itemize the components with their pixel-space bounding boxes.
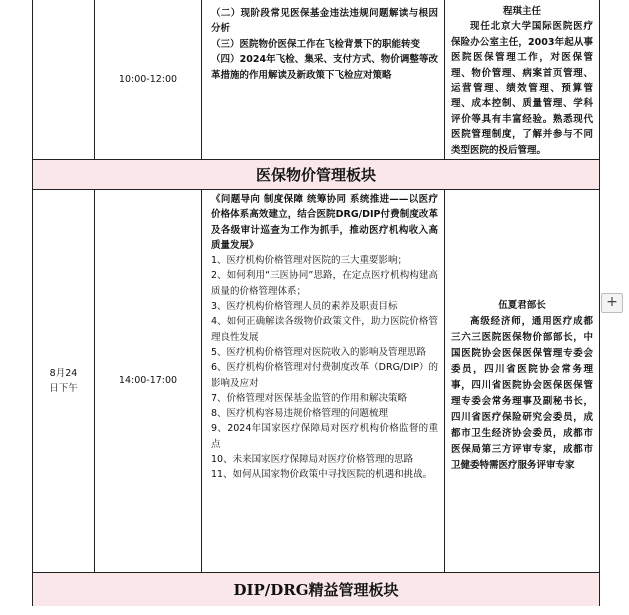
section-title: 医保物价管理板块 [255, 166, 376, 184]
session-time: 14:00-17:00 [118, 375, 178, 387]
content-item: 7、价格管理对医保基金监管的作用和解决策略 [211, 392, 408, 404]
content-item: 5、医疗机构价格管理对医院收入的影响及管理思路 [211, 346, 427, 358]
speaker-name: 伍夏君部长 [498, 300, 546, 311]
session-time: 10:00-12:00 [118, 73, 178, 85]
speaker-cell [445, 0, 599, 159]
content-item: 4、如何正确解读各级物价政策文件，助力医院价格管理良性发展 [211, 316, 438, 343]
content-item: 2、如何利用“三医协同”思路，在定点医疗机构构建高质量的价格管理体系； [211, 270, 438, 297]
section-banner [33, 160, 599, 190]
table-row [33, 0, 599, 160]
content-item: 1、医疗机构价格管理对医院的三大重要影响； [211, 255, 408, 267]
speaker-bio: 现任北京大学国际医院医疗保险办公室主任，2003年起从事医院医保管理工作，对医保管理、物价管理、病案首页管理、运营管理、绩效管理、预算管理、成本控制、质量管理、学科评价等具有丰富经验。熟悉现代医院管理制度，了解并参与不同类型医院的投后管理。 [451, 21, 593, 156]
content-item: 6、医疗机构价格管理对付费制度改革（DRG/DIP）的影响及应对 [211, 362, 438, 389]
content-heading: 《问题导向 制度保障 统筹协同 系统推进——以医疗价格体系高效建立，结合医院DRG/DIP付费制度改革及各级审计巡查为工作为抓手，推动医疗机构收入高质量发展》 [211, 194, 438, 251]
time-cell [95, 190, 202, 572]
content-item: 3、医疗机构价格管理人员的素养及职责目标 [211, 301, 398, 313]
speaker-name: 程琪主任 [502, 6, 541, 17]
speaker-cell [445, 190, 599, 572]
speaker-bio: 高级经济师，通用医疗成都三六三医院医保物价部部长，中国医院协会医保医保管理专委会委员，四川省医院协会常务理事，四川省医院协会医保医保管理专委会常务理事及副秘书长，四川省医疗保险研究会委员，成都市卫生经济协会委员，成都市医保局第三方评审专家，成都市卫健委特需医疗服务评审专家 [451, 316, 593, 471]
content-item: 8、医疗机构容易违规价格管理的问题梳理 [211, 408, 389, 420]
section-banner [33, 573, 599, 606]
content-item: 10、未来国家医疗保障局对医疗价格管理的思路 [211, 454, 414, 466]
content-cell [202, 0, 445, 159]
content-item: 9、2024年国家医疗保障局对医疗机构价格监督的重点 [211, 423, 438, 450]
section-title: DIP/DRG精益管理板块 [233, 581, 399, 599]
time-cell [95, 0, 202, 159]
schedule-table [32, 0, 600, 606]
content-item: （四）2024年飞检、集采、支付方式、物价调整等改革措施的作用解读及新政策下飞检应对策略 [211, 54, 438, 81]
session-date: 8月24日下午 [49, 367, 78, 394]
table-row [33, 190, 599, 573]
content-item: （三）医院物价医保工作在飞检背景下的职能转变 [211, 38, 421, 50]
content-item: （二）现阶段常见医保基金违法违规问题解读与根因分析 [211, 8, 438, 35]
content-cell [202, 190, 445, 572]
expand-button[interactable]: + [601, 293, 623, 313]
content-item: 11、如何从国家物价政策中寻找医院的机遇和挑战。 [211, 469, 433, 481]
date-cell [33, 190, 95, 572]
date-cell [33, 0, 95, 159]
